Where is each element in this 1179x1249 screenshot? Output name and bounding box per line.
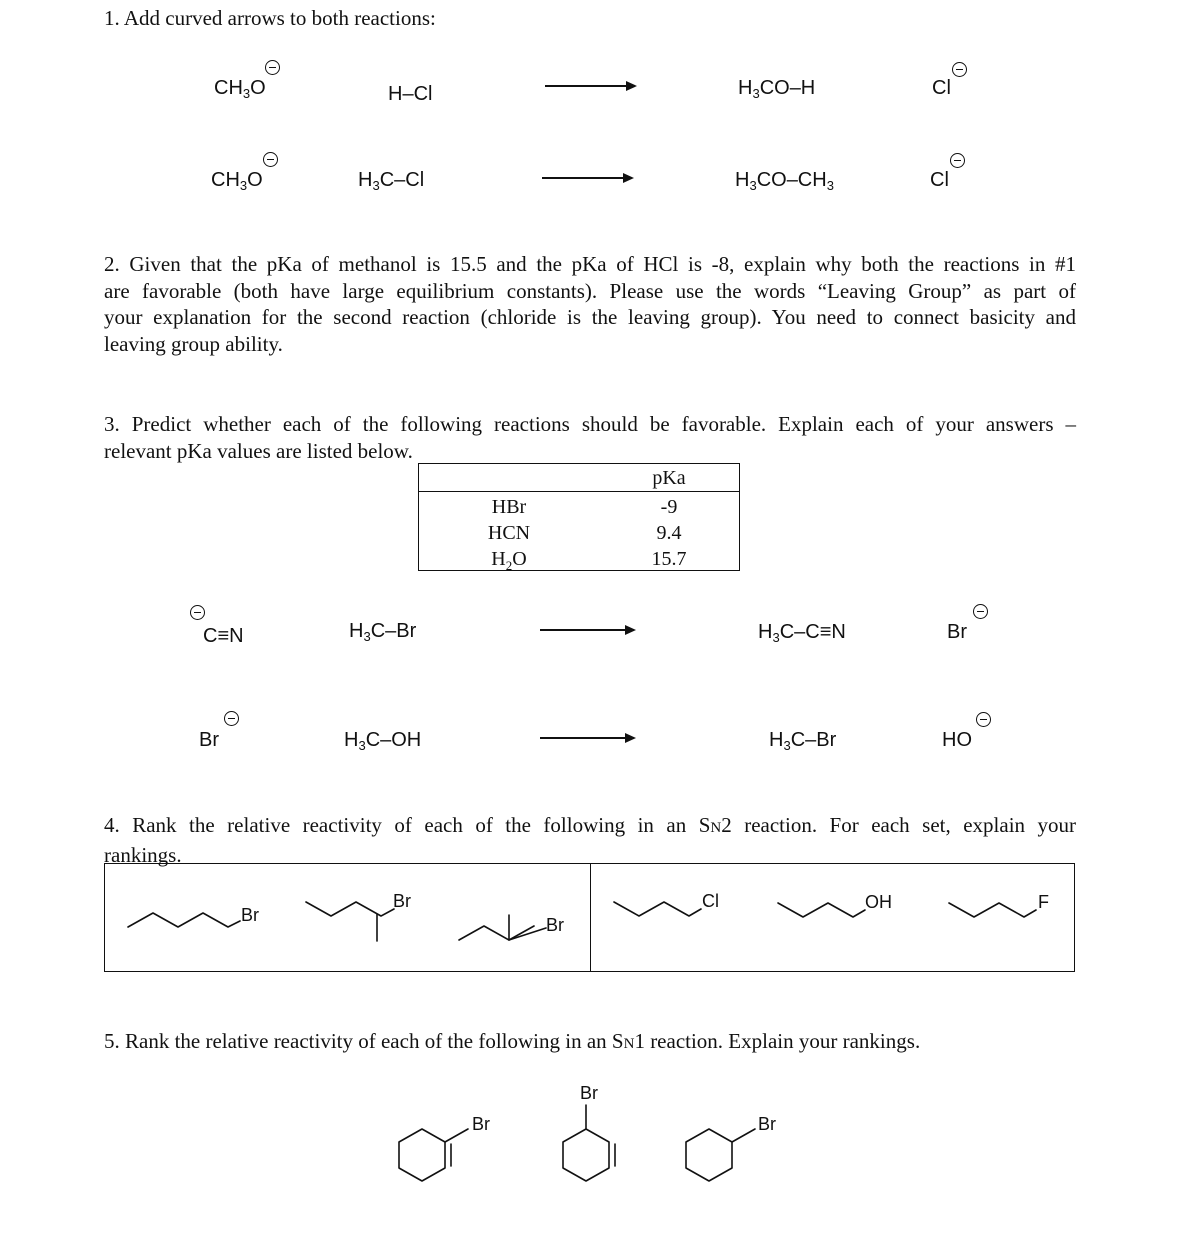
q1-row2-nucleophile: $CH_3O$ (211, 169, 263, 193)
chlorobutane-skeleton (614, 902, 701, 916)
question-4-text: 4. Rank the relative reactivity of each of the following in an SN2 reaction. For each set, explain your rankings. (104, 813, 1077, 867)
q3-row1-product: $H_3C-C\equiv N$ (758, 621, 846, 645)
butanol-skeleton (778, 903, 865, 917)
pka-header: pKa (652, 467, 686, 489)
q3-row2-leaving-group: HO (942, 729, 972, 751)
c-br-bond (445, 1129, 468, 1142)
q1-row1-nucleophile: $CH_3O$ (214, 77, 266, 101)
q3-row1-leaving-group: Br (947, 621, 967, 643)
q1-row1-leaving-group: Cl (932, 77, 951, 99)
cyclohexane-ring (686, 1129, 732, 1181)
pka-cell: 15.7 (651, 548, 687, 570)
sn2-label: Cl (702, 891, 719, 911)
question-3-text: 3. Predict whether each of the following reactions should be favorable. Explain each of your answers – relevant pKa values are listed below. (104, 412, 1076, 463)
q1-row1-product: $H_3CO-H$ (738, 77, 816, 101)
q3-row1-substrate: $H_3C-Br$ (349, 620, 417, 644)
sn2-label: Br (546, 915, 564, 935)
q1-row2-leaving-group: Cl (930, 169, 949, 191)
cyclohexene-ring-1 (399, 1129, 445, 1181)
question-1-text: 1. Add curved arrows to both reactions: (104, 6, 436, 30)
secondary-bromide-skeleton (459, 926, 534, 940)
question-5-text: 5. Rank the relative reactivity of each of the following in an SN1 reaction. Explain your rankings. (104, 1029, 921, 1053)
q3-row1-nucleophile: C≡N (203, 625, 244, 647)
sn2-label: F (1038, 892, 1049, 912)
bromobutane-skeleton (128, 913, 240, 927)
question-2-text: 2. Given that the pKa of methanol is 15.5 and the pKa of HCl is -8, explain why both the reactions in #1 are favorable (both have large equilibrium constants). Please use the words “Leaving Group” as part of your explanation for the second reaction (chloride is the leaving group). You need to connect basicity and leaving group ability. (104, 252, 1076, 356)
sn2-label: Br (241, 905, 259, 925)
sn2-label: Br (393, 891, 411, 911)
q3-row2-product: $H_3C-Br$ (769, 729, 837, 753)
c-br-bond (732, 1129, 755, 1142)
acid-cell: HBr (491, 496, 527, 518)
q3-row2-substrate: $H_3C-OH$ (344, 729, 422, 753)
acid-cell: HCN (487, 522, 531, 544)
acid-cell: $H_2O$ (491, 548, 527, 573)
branched-bromide-skeleton (306, 902, 394, 916)
fluorobutane-skeleton (949, 903, 1036, 917)
q1-row2-product: $H_3CO-CH_3$ (735, 169, 834, 193)
sn1-label: Br (758, 1114, 776, 1134)
pka-cell: 9.4 (656, 522, 682, 544)
sn1-label: Br (472, 1114, 490, 1134)
q1-row1-substrate: H–Cl (388, 83, 433, 105)
pka-cell: -9 (660, 496, 678, 518)
sn1-label: Br (580, 1083, 598, 1103)
q3-row2-nucleophile: Br (199, 729, 219, 751)
sn2-label: OH (865, 892, 892, 912)
cyclohexene-ring-2 (563, 1129, 609, 1181)
q1-row2-substrate: $H_3C-Cl$ (358, 169, 425, 193)
